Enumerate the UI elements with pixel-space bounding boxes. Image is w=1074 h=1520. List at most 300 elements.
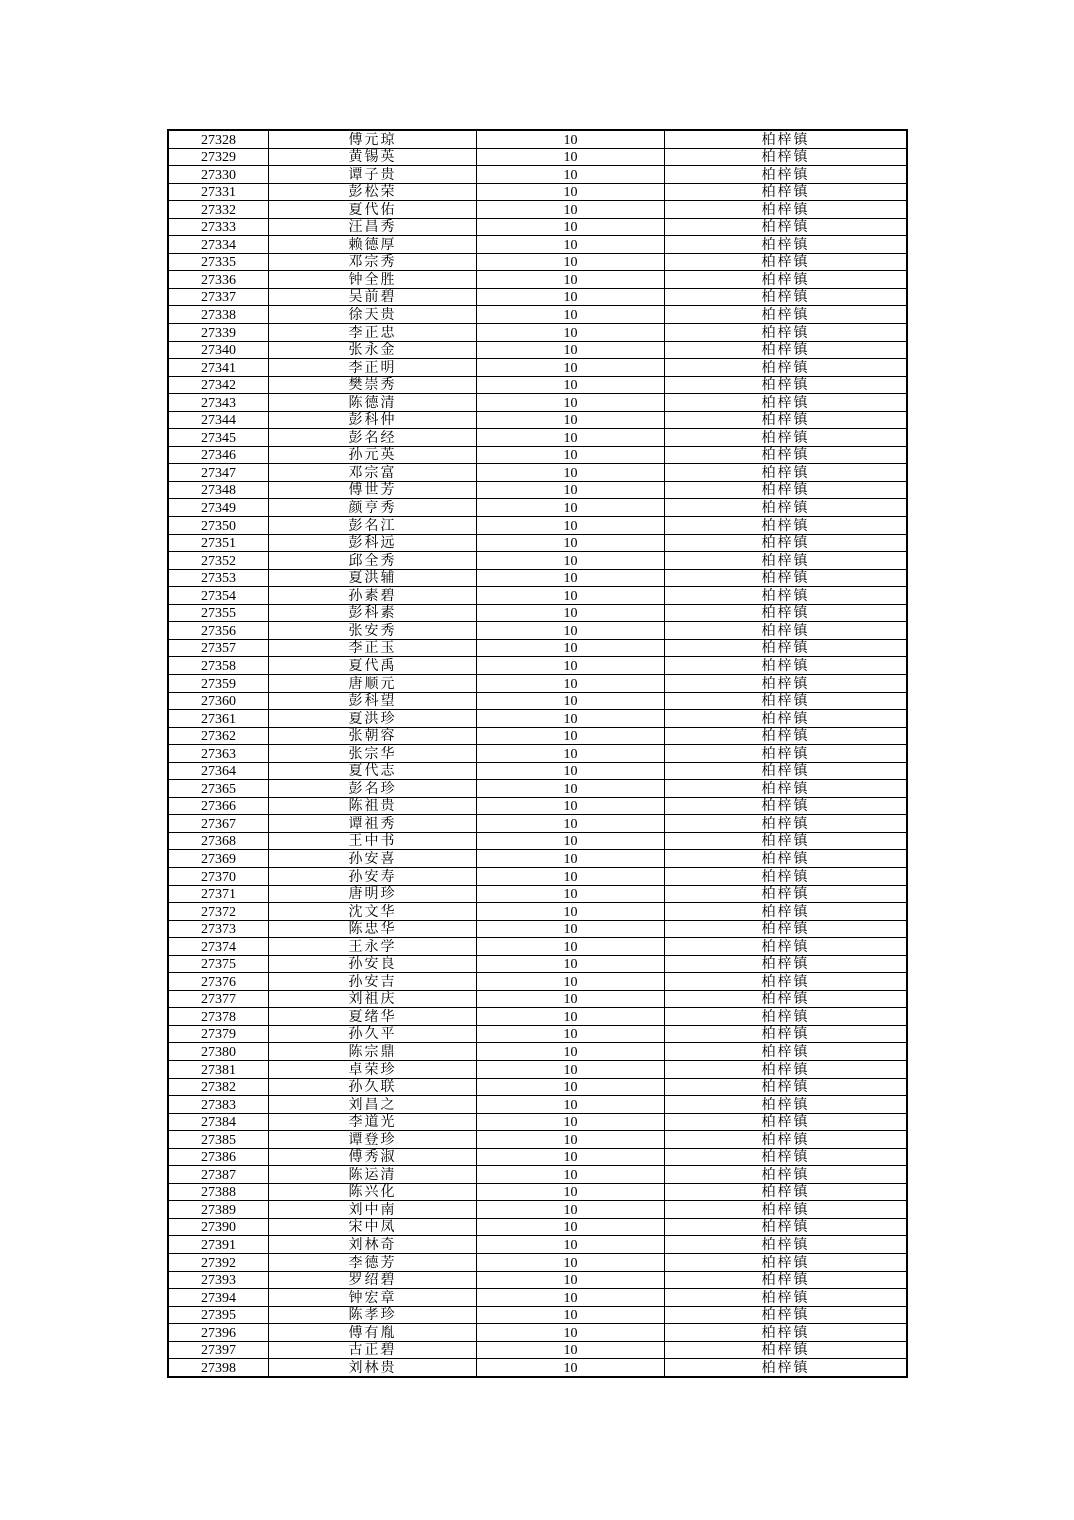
record-id-cell: 27365: [168, 780, 269, 798]
table-row: [168, 850, 907, 868]
amount-cell: 10: [477, 797, 665, 815]
town-cell: 柏梓镇: [665, 692, 908, 710]
person-name-cell: 夏代志: [269, 762, 477, 780]
amount-cell: 10: [477, 1043, 665, 1061]
town-cell: 柏梓镇: [665, 1183, 908, 1201]
town-cell: 柏梓镇: [665, 183, 908, 201]
record-id-cell: 27378: [168, 1008, 269, 1026]
table-row: [168, 218, 907, 236]
table-row: [168, 499, 907, 517]
table-row: [168, 429, 907, 447]
table-row: [168, 1324, 907, 1342]
table-row: [168, 867, 907, 885]
table-row: [168, 955, 907, 973]
table-row: [168, 1271, 907, 1289]
record-id-cell: 27353: [168, 569, 269, 587]
town-cell: 柏梓镇: [665, 236, 908, 254]
person-name-cell: 傅元琼: [269, 130, 477, 148]
town-cell: 柏梓镇: [665, 920, 908, 938]
table-row: [168, 517, 907, 535]
town-cell: 柏梓镇: [665, 166, 908, 184]
amount-cell: 10: [477, 1183, 665, 1201]
table-row: [168, 306, 907, 324]
amount-cell: 10: [477, 534, 665, 552]
person-name-cell: 陈宗鼎: [269, 1043, 477, 1061]
record-id-cell: 27366: [168, 797, 269, 815]
person-name-cell: 李正明: [269, 359, 477, 377]
person-name-cell: 孙安良: [269, 955, 477, 973]
record-id-cell: 27394: [168, 1289, 269, 1307]
person-name-cell: 罗绍碧: [269, 1271, 477, 1289]
amount-cell: 10: [477, 376, 665, 394]
person-name-cell: 赖德厚: [269, 236, 477, 254]
record-id-cell: 27333: [168, 218, 269, 236]
amount-cell: 10: [477, 1025, 665, 1043]
table-row: [168, 288, 907, 306]
record-id-cell: 27356: [168, 622, 269, 640]
person-name-cell: 卓荣珍: [269, 1060, 477, 1078]
record-id-cell: 27329: [168, 148, 269, 166]
amount-cell: 10: [477, 973, 665, 991]
table-row: [168, 271, 907, 289]
town-cell: 柏梓镇: [665, 1043, 908, 1061]
town-cell: 柏梓镇: [665, 1271, 908, 1289]
record-id-cell: 27373: [168, 920, 269, 938]
town-cell: 柏梓镇: [665, 534, 908, 552]
person-name-cell: 陈德清: [269, 394, 477, 412]
record-id-cell: 27328: [168, 130, 269, 148]
amount-cell: 10: [477, 1008, 665, 1026]
record-id-cell: 27339: [168, 324, 269, 342]
amount-cell: 10: [477, 429, 665, 447]
amount-cell: 10: [477, 341, 665, 359]
table-row: [168, 236, 907, 254]
table-row: [168, 130, 907, 148]
table-row: [168, 745, 907, 763]
table-row: [168, 1113, 907, 1131]
town-cell: 柏梓镇: [665, 1025, 908, 1043]
record-id-cell: 27335: [168, 253, 269, 271]
amount-cell: 10: [477, 832, 665, 850]
person-name-cell: 唐明珍: [269, 885, 477, 903]
record-id-cell: 27351: [168, 534, 269, 552]
record-id-cell: 27337: [168, 288, 269, 306]
town-cell: 柏梓镇: [665, 1254, 908, 1272]
person-name-cell: 孙安喜: [269, 850, 477, 868]
record-id-cell: 27395: [168, 1306, 269, 1324]
table-row: [168, 411, 907, 429]
record-id-cell: 27397: [168, 1341, 269, 1359]
amount-cell: 10: [477, 850, 665, 868]
record-id-cell: 27389: [168, 1201, 269, 1219]
amount-cell: 10: [477, 815, 665, 833]
record-id-cell: 27384: [168, 1113, 269, 1131]
table-row: [168, 1254, 907, 1272]
record-id-cell: 27387: [168, 1166, 269, 1184]
table-row: [168, 1359, 907, 1377]
roster-table: [167, 129, 908, 1378]
town-cell: 柏梓镇: [665, 1078, 908, 1096]
table-row: [168, 1131, 907, 1149]
person-name-cell: 徐天贵: [269, 306, 477, 324]
amount-cell: 10: [477, 394, 665, 412]
record-id-cell: 27367: [168, 815, 269, 833]
person-name-cell: 夏洪珍: [269, 710, 477, 728]
table-row: [168, 1236, 907, 1254]
amount-cell: 10: [477, 622, 665, 640]
town-cell: 柏梓镇: [665, 903, 908, 921]
record-id-cell: 27377: [168, 990, 269, 1008]
table-row: [168, 1148, 907, 1166]
town-cell: 柏梓镇: [665, 1096, 908, 1114]
amount-cell: 10: [477, 1341, 665, 1359]
record-id-cell: 27360: [168, 692, 269, 710]
amount-cell: 10: [477, 552, 665, 570]
amount-cell: 10: [477, 517, 665, 535]
amount-cell: 10: [477, 920, 665, 938]
amount-cell: 10: [477, 306, 665, 324]
person-name-cell: 刘林奇: [269, 1236, 477, 1254]
table-row: [168, 692, 907, 710]
town-cell: 柏梓镇: [665, 1236, 908, 1254]
amount-cell: 10: [477, 411, 665, 429]
person-name-cell: 李正玉: [269, 639, 477, 657]
table-row: [168, 446, 907, 464]
person-name-cell: 张宗华: [269, 745, 477, 763]
table-row: [168, 674, 907, 692]
person-name-cell: 颜亨秀: [269, 499, 477, 517]
table-row: [168, 341, 907, 359]
record-id-cell: 27357: [168, 639, 269, 657]
amount-cell: 10: [477, 201, 665, 219]
amount-cell: 10: [477, 745, 665, 763]
person-name-cell: 傅秀淑: [269, 1148, 477, 1166]
person-name-cell: 陈运清: [269, 1166, 477, 1184]
person-name-cell: 孙久联: [269, 1078, 477, 1096]
town-cell: 柏梓镇: [665, 376, 908, 394]
record-id-cell: 27364: [168, 762, 269, 780]
table-row: [168, 903, 907, 921]
person-name-cell: 邱全秀: [269, 552, 477, 570]
amount-cell: 10: [477, 130, 665, 148]
town-cell: 柏梓镇: [665, 201, 908, 219]
amount-cell: 10: [477, 903, 665, 921]
table-row: [168, 166, 907, 184]
table-row: [168, 253, 907, 271]
town-cell: 柏梓镇: [665, 288, 908, 306]
record-id-cell: 27340: [168, 341, 269, 359]
town-cell: 柏梓镇: [665, 1008, 908, 1026]
person-name-cell: 刘祖庆: [269, 990, 477, 1008]
record-id-cell: 27355: [168, 604, 269, 622]
amount-cell: 10: [477, 1254, 665, 1272]
amount-cell: 10: [477, 1148, 665, 1166]
record-id-cell: 27350: [168, 517, 269, 535]
amount-cell: 10: [477, 359, 665, 377]
amount-cell: 10: [477, 1236, 665, 1254]
record-id-cell: 27379: [168, 1025, 269, 1043]
person-name-cell: 孙安吉: [269, 973, 477, 991]
person-name-cell: 彭名经: [269, 429, 477, 447]
record-id-cell: 27375: [168, 955, 269, 973]
record-id-cell: 27391: [168, 1236, 269, 1254]
town-cell: 柏梓镇: [665, 1201, 908, 1219]
person-name-cell: 彭科仲: [269, 411, 477, 429]
table-row: [168, 639, 907, 657]
amount-cell: 10: [477, 481, 665, 499]
roster-table-body: [168, 130, 907, 1377]
town-cell: 柏梓镇: [665, 710, 908, 728]
town-cell: 柏梓镇: [665, 253, 908, 271]
table-row: [168, 1008, 907, 1026]
table-row: [168, 481, 907, 499]
record-id-cell: 27348: [168, 481, 269, 499]
record-id-cell: 27382: [168, 1078, 269, 1096]
person-name-cell: 陈孝珍: [269, 1306, 477, 1324]
amount-cell: 10: [477, 762, 665, 780]
amount-cell: 10: [477, 990, 665, 1008]
town-cell: 柏梓镇: [665, 1306, 908, 1324]
table-row: [168, 569, 907, 587]
record-id-cell: 27393: [168, 1271, 269, 1289]
person-name-cell: 彭名珍: [269, 780, 477, 798]
table-row: [168, 1060, 907, 1078]
record-id-cell: 27376: [168, 973, 269, 991]
person-name-cell: 黄锡英: [269, 148, 477, 166]
record-id-cell: 27362: [168, 727, 269, 745]
town-cell: 柏梓镇: [665, 850, 908, 868]
town-cell: 柏梓镇: [665, 1166, 908, 1184]
town-cell: 柏梓镇: [665, 359, 908, 377]
table-row: [168, 973, 907, 991]
table-row: [168, 201, 907, 219]
table-row: [168, 1043, 907, 1061]
record-id-cell: 27361: [168, 710, 269, 728]
record-id-cell: 27359: [168, 674, 269, 692]
table-row: [168, 1166, 907, 1184]
table-row: [168, 359, 907, 377]
record-id-cell: 27390: [168, 1218, 269, 1236]
amount-cell: 10: [477, 639, 665, 657]
record-id-cell: 27347: [168, 464, 269, 482]
person-name-cell: 沈文华: [269, 903, 477, 921]
table-row: [168, 920, 907, 938]
record-id-cell: 27386: [168, 1148, 269, 1166]
amount-cell: 10: [477, 938, 665, 956]
town-cell: 柏梓镇: [665, 639, 908, 657]
person-name-cell: 陈兴化: [269, 1183, 477, 1201]
person-name-cell: 汪昌秀: [269, 218, 477, 236]
table-row: [168, 780, 907, 798]
town-cell: 柏梓镇: [665, 780, 908, 798]
amount-cell: 10: [477, 446, 665, 464]
record-id-cell: 27398: [168, 1359, 269, 1377]
person-name-cell: 张安秀: [269, 622, 477, 640]
person-name-cell: 孙安寿: [269, 867, 477, 885]
table-row: [168, 1025, 907, 1043]
record-id-cell: 27342: [168, 376, 269, 394]
town-cell: 柏梓镇: [665, 306, 908, 324]
record-id-cell: 27385: [168, 1131, 269, 1149]
town-cell: 柏梓镇: [665, 341, 908, 359]
town-cell: 柏梓镇: [665, 657, 908, 675]
table-row: [168, 1218, 907, 1236]
table-row: [168, 762, 907, 780]
town-cell: 柏梓镇: [665, 1131, 908, 1149]
person-name-cell: 邓宗富: [269, 464, 477, 482]
table-row: [168, 534, 907, 552]
town-cell: 柏梓镇: [665, 1060, 908, 1078]
table-row: [168, 604, 907, 622]
amount-cell: 10: [477, 183, 665, 201]
town-cell: 柏梓镇: [665, 587, 908, 605]
record-id-cell: 27392: [168, 1254, 269, 1272]
table-row: [168, 832, 907, 850]
record-id-cell: 27330: [168, 166, 269, 184]
town-cell: 柏梓镇: [665, 446, 908, 464]
table-row: [168, 815, 907, 833]
record-id-cell: 27368: [168, 832, 269, 850]
person-name-cell: 钟宏章: [269, 1289, 477, 1307]
record-id-cell: 27338: [168, 306, 269, 324]
person-name-cell: 张朝容: [269, 727, 477, 745]
record-id-cell: 27380: [168, 1043, 269, 1061]
person-name-cell: 彭科远: [269, 534, 477, 552]
town-cell: 柏梓镇: [665, 885, 908, 903]
amount-cell: 10: [477, 1359, 665, 1377]
town-cell: 柏梓镇: [665, 797, 908, 815]
record-id-cell: 27349: [168, 499, 269, 517]
person-name-cell: 樊崇秀: [269, 376, 477, 394]
person-name-cell: 彭松荣: [269, 183, 477, 201]
amount-cell: 10: [477, 1096, 665, 1114]
amount-cell: 10: [477, 324, 665, 342]
record-id-cell: 27396: [168, 1324, 269, 1342]
amount-cell: 10: [477, 1271, 665, 1289]
person-name-cell: 邓宗秀: [269, 253, 477, 271]
record-id-cell: 27374: [168, 938, 269, 956]
amount-cell: 10: [477, 955, 665, 973]
town-cell: 柏梓镇: [665, 517, 908, 535]
amount-cell: 10: [477, 1218, 665, 1236]
person-name-cell: 刘昌之: [269, 1096, 477, 1114]
table-row: [168, 1289, 907, 1307]
person-name-cell: 谭子贵: [269, 166, 477, 184]
table-row: [168, 376, 907, 394]
town-cell: 柏梓镇: [665, 394, 908, 412]
town-cell: 柏梓镇: [665, 130, 908, 148]
table-row: [168, 324, 907, 342]
table-row: [168, 622, 907, 640]
person-name-cell: 孙久平: [269, 1025, 477, 1043]
table-row: [168, 148, 907, 166]
record-id-cell: 27331: [168, 183, 269, 201]
amount-cell: 10: [477, 867, 665, 885]
person-name-cell: 唐顺元: [269, 674, 477, 692]
table-row: [168, 1096, 907, 1114]
person-name-cell: 陈忠华: [269, 920, 477, 938]
amount-cell: 10: [477, 236, 665, 254]
record-id-cell: 27370: [168, 867, 269, 885]
amount-cell: 10: [477, 148, 665, 166]
record-id-cell: 27383: [168, 1096, 269, 1114]
record-id-cell: 27371: [168, 885, 269, 903]
person-name-cell: 刘林贵: [269, 1359, 477, 1377]
town-cell: 柏梓镇: [665, 727, 908, 745]
person-name-cell: 彭科望: [269, 692, 477, 710]
town-cell: 柏梓镇: [665, 832, 908, 850]
person-name-cell: 王永学: [269, 938, 477, 956]
amount-cell: 10: [477, 710, 665, 728]
person-name-cell: 张永金: [269, 341, 477, 359]
person-name-cell: 夏代佑: [269, 201, 477, 219]
table-row: [168, 797, 907, 815]
record-id-cell: 27346: [168, 446, 269, 464]
table-row: [168, 885, 907, 903]
amount-cell: 10: [477, 1166, 665, 1184]
person-name-cell: 夏洪辅: [269, 569, 477, 587]
amount-cell: 10: [477, 1131, 665, 1149]
record-id-cell: 27388: [168, 1183, 269, 1201]
town-cell: 柏梓镇: [665, 622, 908, 640]
record-id-cell: 27332: [168, 201, 269, 219]
amount-cell: 10: [477, 464, 665, 482]
record-id-cell: 27334: [168, 236, 269, 254]
town-cell: 柏梓镇: [665, 973, 908, 991]
amount-cell: 10: [477, 1113, 665, 1131]
amount-cell: 10: [477, 218, 665, 236]
town-cell: 柏梓镇: [665, 990, 908, 1008]
town-cell: 柏梓镇: [665, 411, 908, 429]
amount-cell: 10: [477, 271, 665, 289]
amount-cell: 10: [477, 1289, 665, 1307]
amount-cell: 10: [477, 657, 665, 675]
town-cell: 柏梓镇: [665, 1218, 908, 1236]
record-id-cell: 27352: [168, 552, 269, 570]
table-row: [168, 990, 907, 1008]
person-name-cell: 孙素碧: [269, 587, 477, 605]
town-cell: 柏梓镇: [665, 218, 908, 236]
amount-cell: 10: [477, 253, 665, 271]
table-row: [168, 710, 907, 728]
amount-cell: 10: [477, 288, 665, 306]
amount-cell: 10: [477, 1060, 665, 1078]
person-name-cell: 夏绪华: [269, 1008, 477, 1026]
table-row: [168, 1201, 907, 1219]
town-cell: 柏梓镇: [665, 955, 908, 973]
record-id-cell: 27344: [168, 411, 269, 429]
amount-cell: 10: [477, 674, 665, 692]
amount-cell: 10: [477, 885, 665, 903]
person-name-cell: 傅有胤: [269, 1324, 477, 1342]
town-cell: 柏梓镇: [665, 867, 908, 885]
town-cell: 柏梓镇: [665, 1359, 908, 1377]
person-name-cell: 夏代禹: [269, 657, 477, 675]
town-cell: 柏梓镇: [665, 464, 908, 482]
record-id-cell: 27358: [168, 657, 269, 675]
person-name-cell: 彭科素: [269, 604, 477, 622]
amount-cell: 10: [477, 1324, 665, 1342]
town-cell: 柏梓镇: [665, 569, 908, 587]
town-cell: 柏梓镇: [665, 1148, 908, 1166]
person-name-cell: 宋中凤: [269, 1218, 477, 1236]
town-cell: 柏梓镇: [665, 552, 908, 570]
amount-cell: 10: [477, 569, 665, 587]
person-name-cell: 傅世芳: [269, 481, 477, 499]
amount-cell: 10: [477, 727, 665, 745]
town-cell: 柏梓镇: [665, 745, 908, 763]
table-row: [168, 183, 907, 201]
